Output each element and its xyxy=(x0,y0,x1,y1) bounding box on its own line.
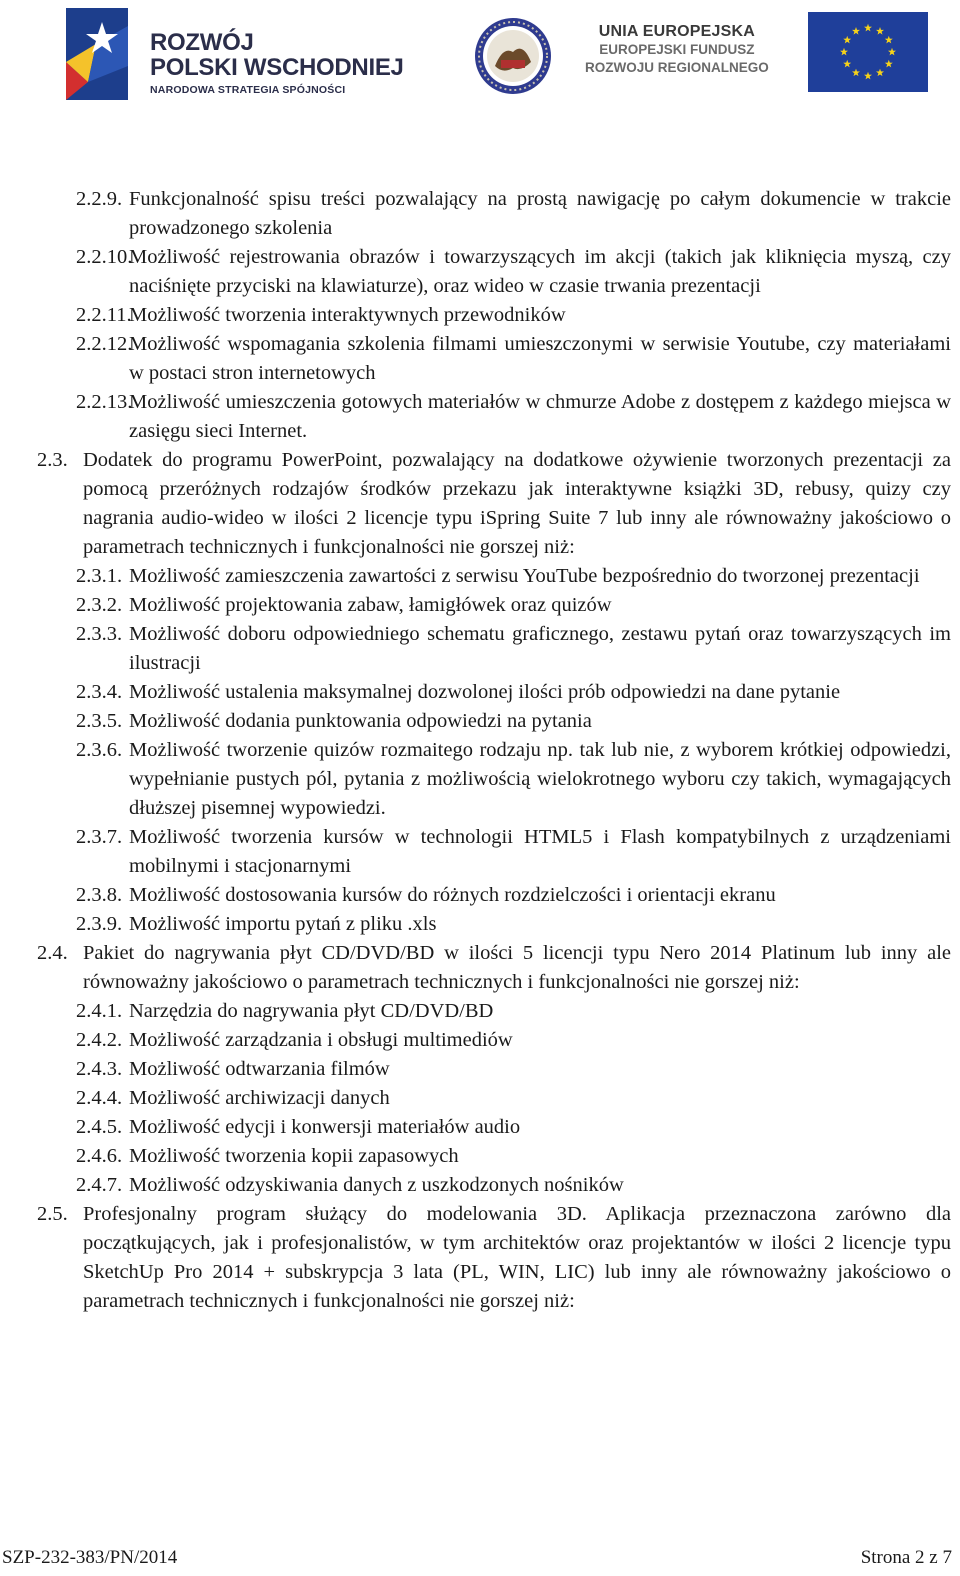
item-text: Możliwość doboru odpowiedniego schematu graficznego, zestawu pytań oraz towarzyszących im ilustracji xyxy=(129,623,951,674)
item-number: 2.3.1. xyxy=(76,565,123,587)
item-text: Możliwość rejestrowania obrazów i towarzyszących im akcji (takich jak kliknięcia myszą, czy naciśnięte przyciski na klawiaturze), oraz wideo w czasie trwania prezentacji xyxy=(129,246,951,297)
page-header xyxy=(0,0,960,110)
item-number: 2.2.10. xyxy=(76,246,133,268)
item-number: 2.4.4. xyxy=(76,1087,123,1109)
item-text: Możliwość dodania punktowania odpowiedzi na pytania xyxy=(129,710,592,732)
item-number: 2.3.4. xyxy=(76,681,123,703)
eu-text-line3: ROZWOJU REGIONALNEGO xyxy=(585,60,769,75)
item-number: 2.4.7. xyxy=(76,1174,123,1196)
list-item xyxy=(0,562,960,591)
item-number: 2.2.13. xyxy=(76,391,133,413)
item-number: 2.3.8. xyxy=(76,884,123,906)
item-text: Możliwość edycji i konwersji materiałów audio xyxy=(129,1116,521,1138)
list-item xyxy=(0,1026,960,1055)
list-item xyxy=(0,388,960,446)
list-item xyxy=(0,678,960,707)
eu-text-line1: UNIA EUROPEJSKA xyxy=(598,23,755,40)
list-item xyxy=(0,1084,960,1113)
document-body xyxy=(0,185,960,1316)
rpw-logo-line2: POLSKI WSCHODNIEJ xyxy=(150,54,404,81)
page-number: Strona 2 z 7 xyxy=(860,1547,952,1568)
item-text: Narzędzia do nagrywania płyt CD/DVD/BD xyxy=(129,1000,494,1022)
section-text: Dodatek do programu PowerPoint, pozwalający na dodatkowe ożywienie tworzonych prezentacji za pomocą przeróżnych rodzajów środków przekazu jak interaktywne książki 3D, rebusy, quizy czy nagrania audio-wideo w ilości 2 licencje typu iSpring Suite 7 lub inny ale równoważny jakościowo o parametrach technicznych i funkcjonalności nie gorszej niż: xyxy=(83,449,951,558)
item-number: 2.3.6. xyxy=(76,739,123,761)
item-text: Możliwość dostosowania kursów do różnych rozdzielczości i orientacji ekranu xyxy=(129,884,776,906)
item-number: 2.4.2. xyxy=(76,1029,123,1051)
rpw-logo-text xyxy=(150,30,404,96)
item-text: Możliwość ustalenia maksymalnej dozwolonej ilości prób odpowiedzi na dane pytanie xyxy=(129,681,841,703)
item-number: 2.2.9. xyxy=(76,188,123,210)
item-number: 2.2.12. xyxy=(76,333,133,355)
list-item xyxy=(0,620,960,678)
item-number: 2.3.2. xyxy=(76,594,123,616)
item-text: Możliwość odtwarzania filmów xyxy=(129,1058,390,1080)
eu-fund-text xyxy=(585,22,769,77)
list-item xyxy=(0,301,960,330)
item-text: Możliwość importu pytań z pliku .xls xyxy=(129,913,437,935)
item-text: Możliwość tworzenia kopii zapasowych xyxy=(129,1145,459,1167)
item-text: Możliwość tworzenia interaktywnych przewodników xyxy=(129,304,566,326)
list-item xyxy=(0,185,960,243)
rozwoj-polski-wschodniej-logo xyxy=(62,4,422,104)
section-text: Profesjonalny program służący do modelowania 3D. Aplikacja przeznaczona zarówno dla początkujących, jak i profesjonalistów, w tym architektów oraz projektantów w ilości 2 licencje typu SketchUp Pro 2014 + subskrypcja 3 lata (PL, WIN, LIC) lub inny ale równoważny jakościowo o parametrach technicznych i funkcjonalności nie gorszej niż: xyxy=(83,1203,951,1312)
item-number: 2.3.3. xyxy=(76,623,123,645)
item-number: 2.3.7. xyxy=(76,826,123,848)
item-text: Możliwość zamieszczenia zawartości z serwisu YouTube bezpośrednio do tworzonej prezentacji xyxy=(129,565,920,587)
list-item xyxy=(0,997,960,1026)
item-number: 2.4.1. xyxy=(76,1000,123,1022)
page-footer xyxy=(0,1547,960,1576)
section-item xyxy=(0,1200,960,1316)
item-text: Możliwość archiwizacji danych xyxy=(129,1087,390,1109)
list-item xyxy=(0,823,960,881)
section-item xyxy=(0,446,960,562)
item-text: Możliwość umieszczenia gotowych materiałów w chmurze Adobe z dostępem z każdego miejsca w zasięgu sieci Internet. xyxy=(129,391,951,442)
section-number: 2.4. xyxy=(37,942,68,964)
rpw-logo-line1: ROZWÓJ xyxy=(150,29,254,56)
section-number: 2.5. xyxy=(37,1203,68,1225)
section-item xyxy=(0,939,960,997)
list-item xyxy=(0,1055,960,1084)
eu-flag-icon xyxy=(808,12,928,92)
list-item xyxy=(0,591,960,620)
list-item xyxy=(0,1113,960,1142)
item-text: Możliwość zarządzania i obsługi multimediów xyxy=(129,1029,513,1051)
list-item xyxy=(0,330,960,388)
list-item xyxy=(0,881,960,910)
section-text: Pakiet do nagrywania płyt CD/DVD/BD w ilości 5 licencji typu Nero 2014 Platinum lub inny ale równoważny jakościowo o parametrach technicznych i funkcjonalności nie gorszej niż: xyxy=(83,942,951,993)
document-reference: SZP-232-383/PN/2014 xyxy=(2,1547,178,1568)
item-text: Możliwość projektowania zabaw, łamigłówek oraz quizów xyxy=(129,594,612,616)
section-number: 2.3. xyxy=(37,449,68,471)
list-item xyxy=(0,1171,960,1200)
item-number: 2.4.6. xyxy=(76,1145,123,1167)
list-item xyxy=(0,707,960,736)
item-number: 2.4.5. xyxy=(76,1116,123,1138)
item-text: Funkcjonalność spisu treści pozwalający na prostą nawigację po całym dokumencie w trakcie prowadzonego szkolenia xyxy=(129,188,951,239)
item-number: 2.3.9. xyxy=(76,913,123,935)
list-item xyxy=(0,736,960,823)
eu-text-line2: EUROPEJSKI FUNDUSZ xyxy=(599,42,755,57)
rpw-logo-line3: NARODOWA STRATEGIA SPÓJNOŚCI xyxy=(150,84,346,96)
item-number: 2.4.3. xyxy=(76,1058,123,1080)
item-text: Możliwość tworzenie quizów rozmaitego rodzaju np. tak lub nie, z wyborem krótkiej odpowiedzi, wypełnianie pustych pól, pytania z możliwością wielokrotnego wyboru czy takich, wymagających dłuższej pisemnej wypowiedzi. xyxy=(129,739,951,819)
item-text: Możliwość odzyskiwania danych z uszkodzonych nośników xyxy=(129,1174,624,1196)
rpw-logo-mark-icon xyxy=(62,4,140,104)
item-number: 2.2.11. xyxy=(76,304,132,326)
item-number: 2.3.5. xyxy=(76,710,123,732)
list-item xyxy=(0,910,960,939)
item-text: Możliwość wspomagania szkolenia filmami umieszczonymi w serwisie Youtube, czy materiałami w postaci stron internetowych xyxy=(129,333,951,384)
item-text: Możliwość tworzenia kursów w technologii HTML5 i Flash kompatybilnych z urządzeniami mobilnymi i stacjonarnymi xyxy=(129,826,951,877)
list-item xyxy=(0,243,960,301)
institution-seal-icon xyxy=(473,16,553,96)
list-item xyxy=(0,1142,960,1171)
